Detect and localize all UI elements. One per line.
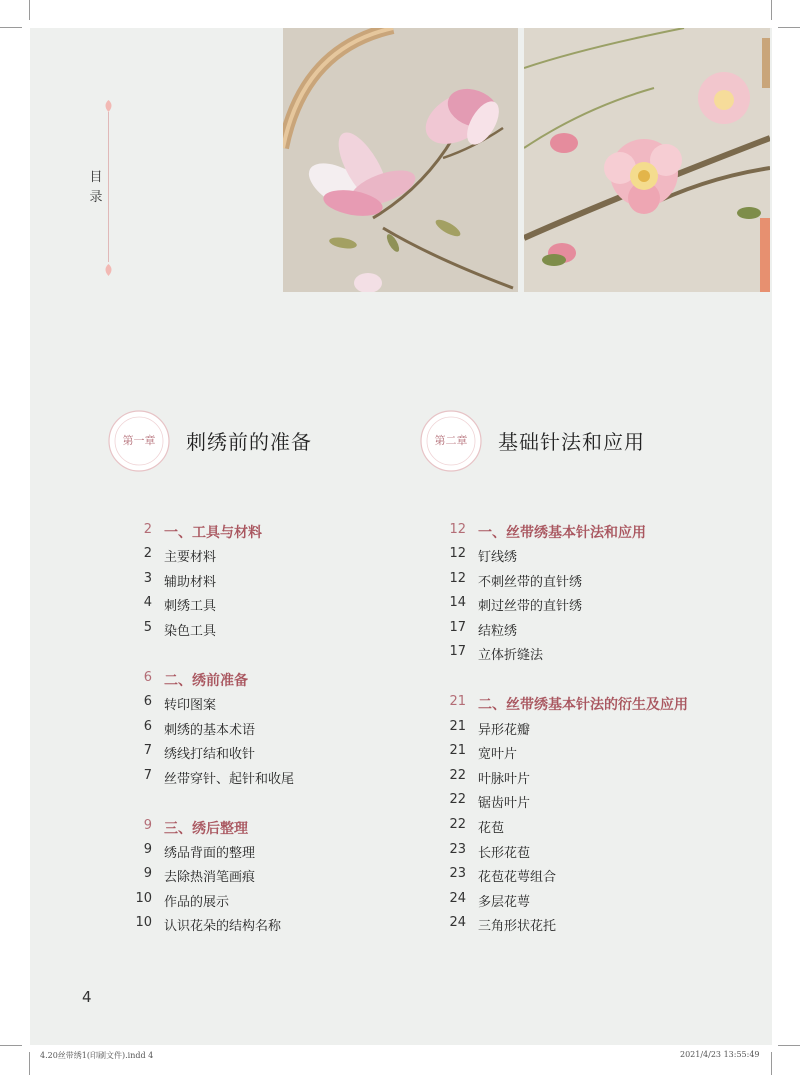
toc-page: 21 [449, 719, 466, 734]
toc-item[interactable] [436, 866, 766, 886]
toc-title: 刺过丝带的直针绣 [478, 599, 583, 614]
toc-page: 17 [449, 644, 466, 659]
toc-title: 结粒绣 [478, 624, 518, 639]
toc-page: 14 [449, 595, 466, 610]
toc-page: 22 [449, 792, 466, 807]
toc-title: 刺绣的基本术语 [164, 723, 256, 738]
petal-icon [104, 100, 113, 112]
plum-blossom-photo [524, 28, 770, 292]
contents-title-char: 录 [89, 190, 103, 205]
toc-item[interactable] [122, 842, 452, 862]
toc-item[interactable] [122, 915, 452, 935]
toc-title: 辅助材料 [164, 575, 217, 590]
toc-title: 二、丝带绣基本针法的衍生及应用 [478, 697, 688, 713]
toc-section[interactable] [122, 818, 452, 838]
toc-title: 去除热消笔画痕 [164, 870, 256, 885]
chapter-title: 基础针法和应用 [498, 430, 645, 454]
toc-page: 23 [449, 842, 466, 857]
toc-item[interactable] [122, 694, 452, 714]
footer-date-slug: 2021/4/23 13:55:49 [680, 1050, 760, 1059]
toc-title: 异形花瓣 [478, 723, 531, 738]
toc-item[interactable] [122, 595, 452, 615]
toc-page: 2 [143, 522, 152, 537]
toc-page: 10 [135, 915, 152, 930]
toc-page: 24 [449, 891, 466, 906]
toc-section[interactable] [436, 694, 766, 714]
sidebar-line [108, 112, 109, 262]
toc-item[interactable] [436, 891, 766, 911]
toc-item[interactable] [122, 571, 452, 591]
petal-icon [104, 264, 113, 276]
toc-page: 17 [449, 620, 466, 635]
toc-title: 绣品背面的整理 [164, 846, 256, 861]
toc-title: 花苞 [478, 821, 505, 836]
toc-title: 宽叶片 [478, 747, 518, 762]
toc-title: 三、绣后整理 [164, 821, 248, 837]
toc-page: 3 [143, 571, 152, 586]
toc-title: 立体折缝法 [478, 648, 544, 663]
toc-title: 二、绣前准备 [164, 673, 248, 689]
chapter-badge: 第一章 [122, 434, 156, 447]
toc-item[interactable] [122, 866, 452, 886]
toc-title: 长形花苞 [478, 846, 531, 861]
toc-page: 7 [143, 768, 152, 783]
toc-item[interactable] [436, 644, 766, 664]
toc-page: 9 [143, 866, 152, 881]
chapter-title: 刺绣前的准备 [186, 430, 312, 454]
toc-page: 24 [449, 915, 466, 930]
toc-page: 6 [143, 719, 152, 734]
toc-item[interactable] [122, 620, 452, 640]
toc-item[interactable] [122, 546, 452, 566]
toc-title: 作品的展示 [164, 895, 230, 910]
toc-section[interactable] [436, 522, 766, 542]
page-number: 4 [82, 988, 92, 1006]
toc-item[interactable] [436, 719, 766, 739]
toc-page: 12 [449, 546, 466, 561]
toc-title: 三角形状花托 [478, 919, 557, 934]
toc-item[interactable] [436, 595, 766, 615]
toc-item[interactable] [436, 743, 766, 763]
toc-title: 锯齿叶片 [478, 796, 531, 811]
toc-title: 刺绣工具 [164, 599, 217, 614]
toc-item[interactable] [436, 768, 766, 788]
toc-title: 叶脉叶片 [478, 772, 531, 787]
toc-page: 22 [449, 768, 466, 783]
toc-title: 认识花朵的结构名称 [164, 919, 282, 934]
footer-file-slug: 4.20丝带绣1(印刷文件).indd 4 [40, 1051, 154, 1060]
toc-title: 一、丝带绣基本针法和应用 [478, 525, 646, 541]
toc-page: 6 [143, 670, 152, 685]
toc-section[interactable] [122, 670, 452, 690]
toc-item[interactable] [122, 719, 452, 739]
toc-item[interactable] [436, 571, 766, 591]
toc-page: 9 [143, 818, 152, 833]
toc-page: 10 [135, 891, 152, 906]
toc-page: 4 [143, 595, 152, 610]
toc-page: 23 [449, 866, 466, 881]
toc-page: 21 [449, 694, 466, 709]
toc-title: 转印图案 [164, 698, 217, 713]
toc-title: 不刺丝带的直针绣 [478, 575, 583, 590]
toc-item[interactable] [122, 891, 452, 911]
toc-item[interactable] [122, 768, 452, 788]
toc-item[interactable] [436, 620, 766, 640]
toc-title: 主要材料 [164, 550, 217, 565]
toc-page: 5 [143, 620, 152, 635]
toc-title: 钉线绣 [478, 550, 518, 565]
toc-title: 多层花萼 [478, 895, 531, 910]
toc-page: 9 [143, 842, 152, 857]
toc-page: 6 [143, 694, 152, 709]
toc-item[interactable] [436, 792, 766, 812]
toc-item[interactable] [436, 915, 766, 935]
toc-title: 一、工具与材料 [164, 525, 262, 541]
toc-page: 12 [449, 571, 466, 586]
toc-section[interactable] [122, 522, 452, 542]
magnolia-photo [283, 28, 518, 292]
toc-title: 绣线打结和收针 [164, 747, 256, 762]
toc-page: 12 [449, 522, 466, 537]
toc-item[interactable] [122, 743, 452, 763]
chapter-badge: 第二章 [434, 434, 468, 447]
toc-item[interactable] [436, 817, 766, 837]
toc-title: 染色工具 [164, 624, 217, 639]
contents-title [88, 168, 104, 208]
toc-title: 花苞花萼组合 [478, 870, 557, 885]
toc-item[interactable] [436, 842, 766, 862]
toc-title: 丝带穿针、起针和收尾 [164, 772, 295, 787]
contents-title-char: 目 [89, 170, 103, 185]
toc-page: 22 [449, 817, 466, 832]
toc-page: 7 [143, 743, 152, 758]
toc-page: 2 [143, 546, 152, 561]
toc-page: 21 [449, 743, 466, 758]
toc-item[interactable] [436, 546, 766, 566]
